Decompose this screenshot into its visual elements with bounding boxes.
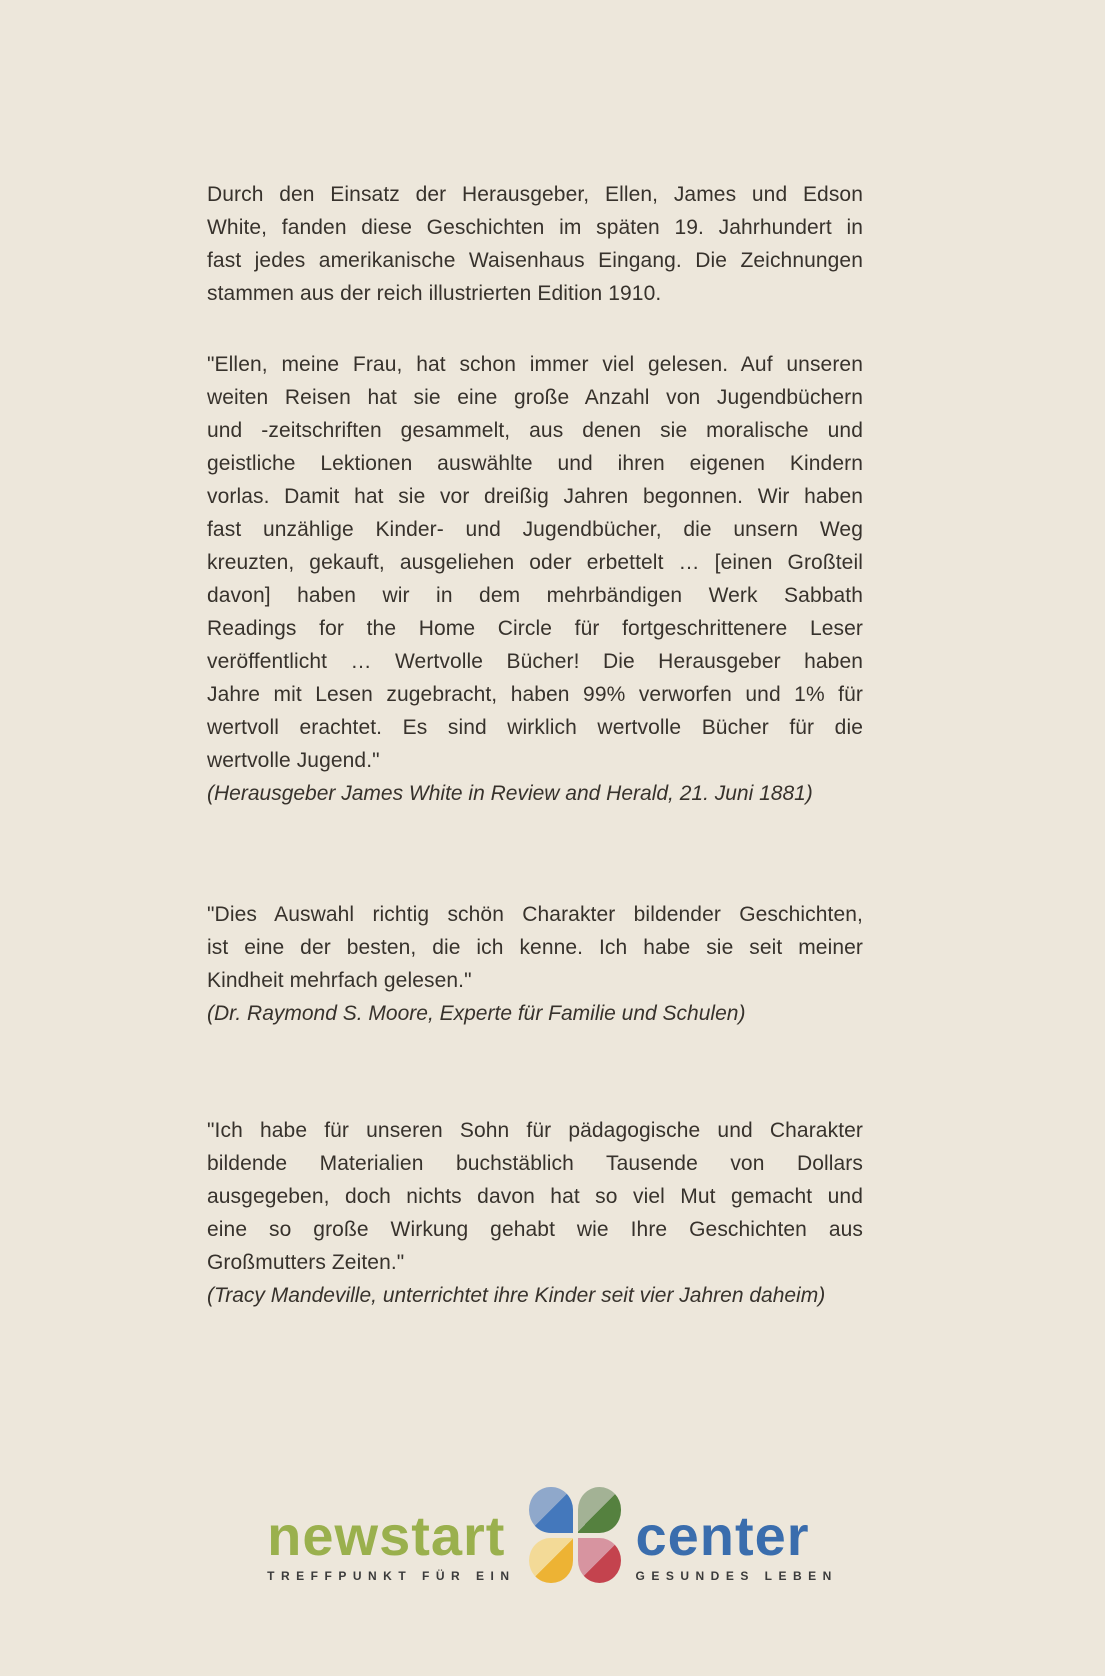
text-line: Großmutters Zeiten." bbox=[207, 1251, 405, 1274]
text-line: "Ellen, meine Frau, hat schon immer viel gelesen. Auf unseren bbox=[207, 353, 863, 376]
text-line: eine so große Wirkung gehabt wie Ihre Geschichten aus bbox=[207, 1218, 863, 1241]
text-line: wertvolle Jugend." bbox=[207, 749, 380, 772]
text-line: fast jedes amerikanische Waisenhaus Eingang. Die Zeichnungen bbox=[207, 249, 863, 272]
tagline-right: GESUNDES LEBEN bbox=[635, 1569, 838, 1583]
attribution-line: (Tracy Mandeville, unterrichtet ihre Kinder seit vier Jahren daheim) bbox=[207, 1284, 826, 1307]
paragraph-intro bbox=[207, 178, 863, 310]
logo-right-block bbox=[635, 1504, 838, 1583]
attribution-line: (Dr. Raymond S. Moore, Experte für Familie und Schulen) bbox=[207, 1002, 746, 1025]
tagline-left: TREFFPUNKT FÜR EIN bbox=[267, 1569, 516, 1583]
logo-left-block bbox=[267, 1504, 516, 1583]
clover-icon bbox=[529, 1487, 621, 1583]
text-line: Jahre mit Lesen zugebracht, haben 99% verworfen und 1% für bbox=[207, 683, 863, 706]
text-line: Readings for the Home Circle für fortgeschrittenere Leser bbox=[207, 617, 863, 640]
text-line: geistliche Lektionen auswählte und ihren eigenen Kindern bbox=[207, 452, 863, 475]
paragraph-list bbox=[207, 178, 863, 1312]
text-line: White, fanden diese Geschichten im späten 19. Jahrhundert in bbox=[207, 216, 863, 239]
text-line: veröffentlicht … Wertvolle Bücher! Die Herausgeber haben bbox=[207, 650, 863, 673]
paragraph-quote-raymond-moore bbox=[207, 898, 863, 1030]
text-line: davon] haben wir in dem mehrbändigen Werk Sabbath bbox=[207, 584, 863, 607]
petal-bottom-left-yellow-icon bbox=[529, 1538, 573, 1584]
petal-top-right-green-icon bbox=[578, 1487, 622, 1533]
text-line: vorlas. Damit hat sie vor dreißig Jahren begonnen. Wir haben bbox=[207, 485, 863, 508]
text-line: ist eine der besten, die ich kenne. Ich habe sie seit meiner bbox=[207, 936, 863, 959]
text-line: und -zeitschriften gesammelt, aus denen sie moralische und bbox=[207, 419, 863, 442]
text-line: stammen aus der reich illustrierten Edition 1910. bbox=[207, 282, 662, 305]
text-line: wertvoll erachtet. Es sind wirklich wertvolle Bücher für die bbox=[207, 716, 863, 739]
petal-bottom-right-red-icon bbox=[578, 1538, 622, 1584]
text-line: Kindheit mehrfach gelesen." bbox=[207, 969, 472, 992]
text-line: fast unzählige Kinder- und Jugendbücher, die unsern Weg bbox=[207, 518, 863, 541]
text-line: kreuzten, gekauft, ausgeliehen oder erbettelt … [einen Großteil bbox=[207, 551, 863, 574]
brand-center: center bbox=[635, 1504, 810, 1567]
text-line: "Dies Auswahl richtig schön Charakter bildender Geschichten, bbox=[207, 903, 863, 926]
paragraph-quote-tracy-mandeville bbox=[207, 1114, 863, 1312]
paragraph-quote-james-white bbox=[207, 348, 863, 810]
attribution-line: (Herausgeber James White in Review and Herald, 21. Juni 1881) bbox=[207, 782, 813, 805]
newstart-center-logo bbox=[0, 1487, 1105, 1583]
text-line: "Ich habe für unseren Sohn für pädagogische und Charakter bbox=[207, 1119, 863, 1142]
brand-newstart: newstart bbox=[267, 1504, 506, 1567]
text-line: bildende Materialien buchstäblich Tausende von Dollars bbox=[207, 1152, 863, 1175]
petal-top-left-blue-icon bbox=[529, 1487, 573, 1533]
text-line: weiten Reisen hat sie eine große Anzahl von Jugendbüchern bbox=[207, 386, 863, 409]
text-line: Durch den Einsatz der Herausgeber, Ellen, James und Edson bbox=[207, 183, 863, 206]
text-line: ausgegeben, doch nichts davon hat so viel Mut gemacht und bbox=[207, 1185, 863, 1208]
